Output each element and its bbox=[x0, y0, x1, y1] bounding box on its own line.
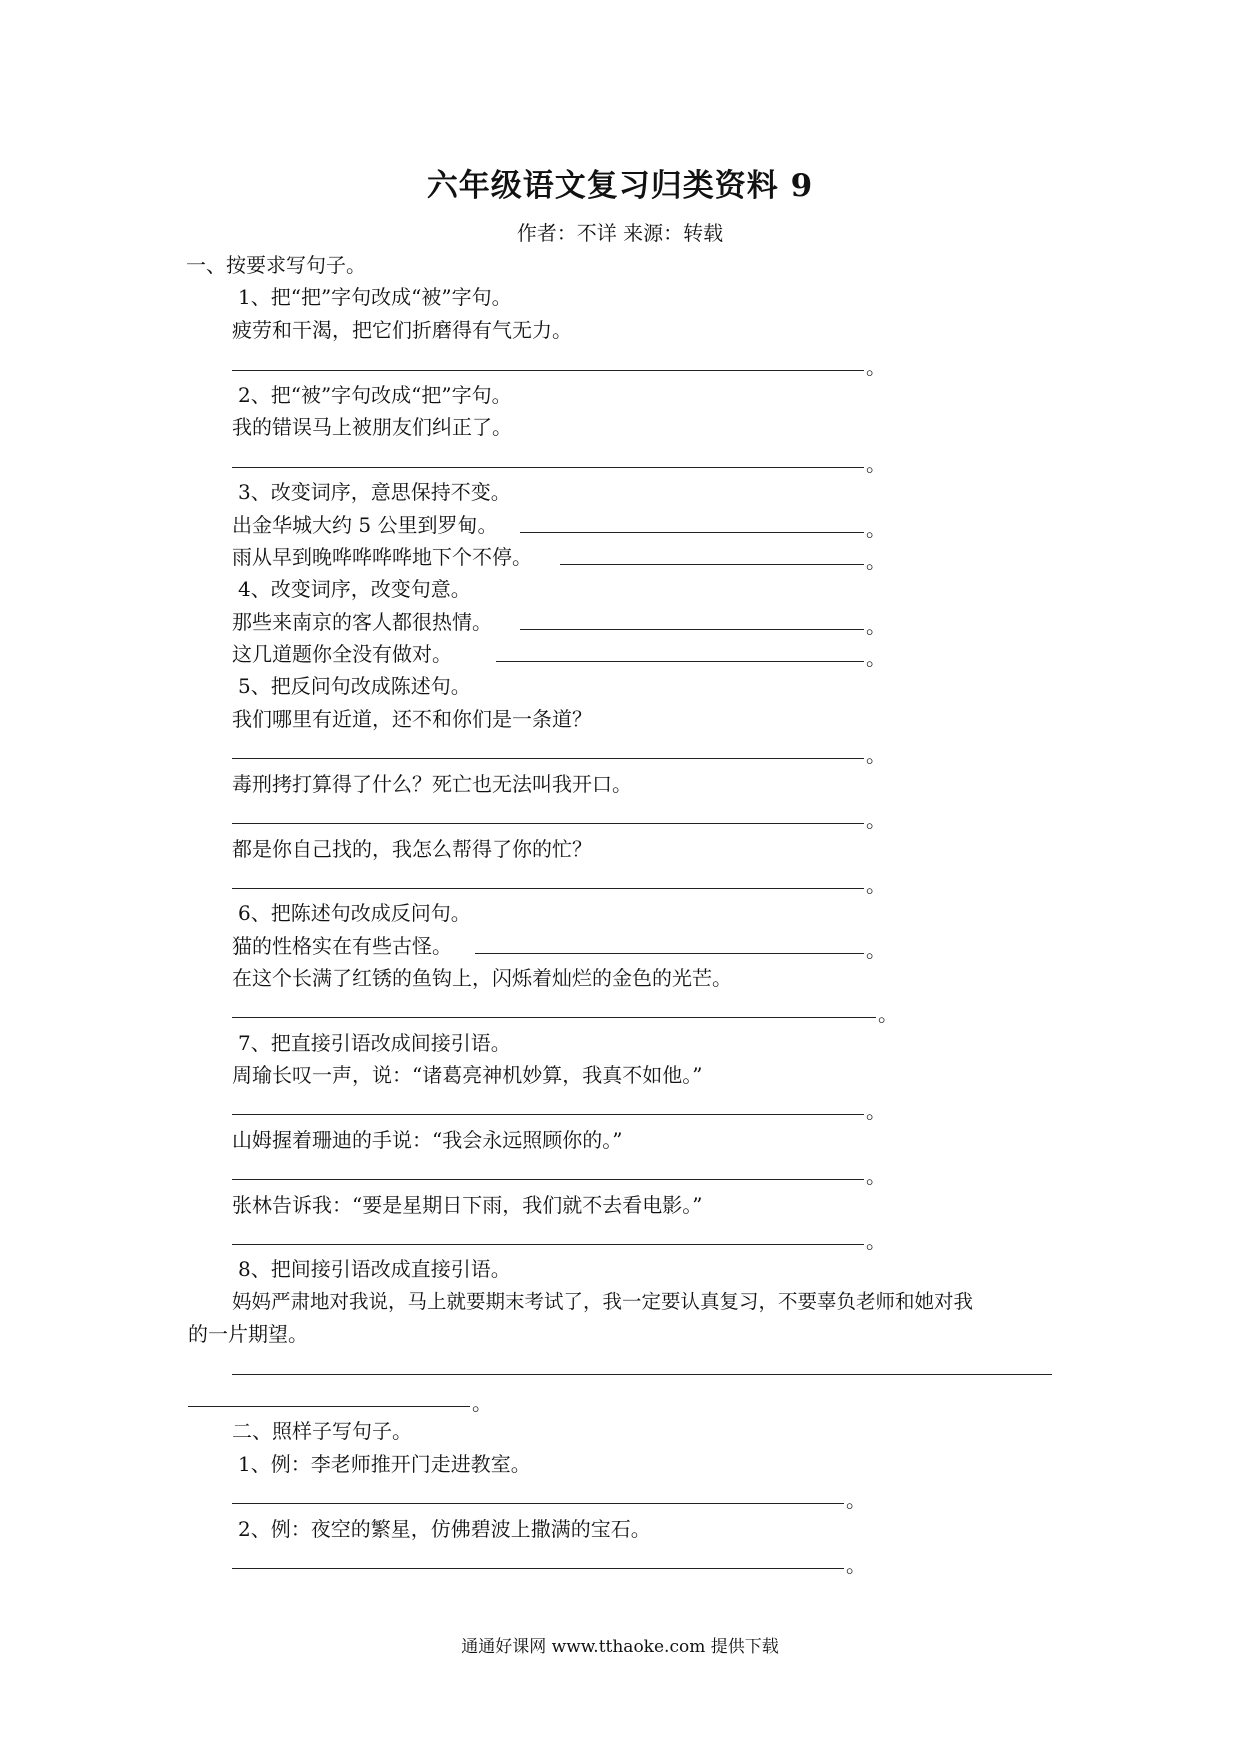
author-source-line: 作者：不详 来源：转载 bbox=[516, 221, 724, 245]
q2-instruction: 2、把“被”字句改成“把”字句。 bbox=[238, 383, 512, 407]
q3-instruction: 3、改变词序，意思保持不变。 bbox=[238, 480, 511, 504]
q5-sentence-1: 我们哪里有近道，还不和你们是一条道？ bbox=[232, 707, 592, 731]
section-2-heading: 二、照样子写句子。 bbox=[232, 1419, 412, 1443]
q4-sentence-1: 那些来南京的客人都很热情。 bbox=[232, 610, 492, 634]
q4-answer-line-2[interactable] bbox=[496, 661, 864, 662]
q7-answer-line-2[interactable] bbox=[232, 1179, 864, 1180]
period-mark: 。 bbox=[866, 873, 886, 897]
period-mark: 。 bbox=[866, 549, 886, 573]
q5-answer-line-3[interactable] bbox=[232, 888, 864, 889]
period-mark: 。 bbox=[866, 743, 886, 767]
q6-sentence-1: 猫的性格实在有些古怪。 bbox=[232, 934, 452, 958]
q2-answer-line[interactable] bbox=[232, 467, 864, 468]
page-title: 六年级语文复习归类资料 9 bbox=[426, 168, 814, 204]
footer-download-note: 通通好课网 www.tthaoke.com 提供下载 bbox=[461, 1637, 779, 1657]
q7-instruction: 7、把直接引语改成间接引语。 bbox=[238, 1031, 511, 1055]
period-mark: 。 bbox=[866, 1164, 886, 1188]
s2-q2-example: 2、例：夜空的繁星，仿佛碧波上撒满的宝石。 bbox=[238, 1517, 651, 1541]
period-mark: 。 bbox=[866, 938, 886, 962]
q6-instruction: 6、把陈述句改成反问句。 bbox=[238, 901, 471, 925]
q1-sentence: 疲劳和干渴，把它们折磨得有气无力。 bbox=[232, 318, 572, 342]
section-1-heading: 一、按要求写句子。 bbox=[186, 253, 366, 277]
period-mark: 。 bbox=[846, 1488, 866, 1512]
s2-q1-answer-line[interactable] bbox=[232, 1503, 844, 1504]
q4-instruction: 4、改变词序，改变句意。 bbox=[238, 577, 471, 601]
period-mark: 。 bbox=[866, 452, 886, 476]
period-mark: 。 bbox=[866, 614, 886, 638]
q5-instruction: 5、把反问句改成陈述句。 bbox=[238, 674, 471, 698]
q8-sentence-line-2: 的一片期望。 bbox=[188, 1322, 308, 1346]
q5-answer-line-1[interactable] bbox=[232, 758, 864, 759]
period-mark: 。 bbox=[866, 1099, 886, 1123]
q6-answer-line-2[interactable] bbox=[232, 1017, 876, 1018]
s2-q1-example: 1、例：李老师推开门走进教室。 bbox=[238, 1452, 531, 1476]
period-mark: 。 bbox=[866, 808, 886, 832]
q6-sentence-2: 在这个长满了红锈的鱼钩上，闪烁着灿烂的金色的光芒。 bbox=[232, 966, 732, 990]
period-mark: 。 bbox=[866, 1229, 886, 1253]
q3-sentence-2: 雨从早到晚哗哗哗哗地下个不停。 bbox=[232, 545, 532, 569]
q8-answer-line-2[interactable] bbox=[188, 1406, 470, 1407]
q1-answer-line[interactable] bbox=[232, 370, 864, 371]
q7-answer-line-3[interactable] bbox=[232, 1244, 864, 1245]
q3-answer-line-2[interactable] bbox=[560, 564, 864, 565]
q1-instruction: 1、把“把”字句改成“被”字句。 bbox=[238, 285, 512, 309]
q8-answer-line-1[interactable] bbox=[232, 1374, 1052, 1375]
q5-sentence-2: 毒刑拷打算得了什么？死亡也无法叫我开口。 bbox=[232, 772, 632, 796]
period-mark: 。 bbox=[472, 1391, 492, 1415]
period-mark: 。 bbox=[846, 1553, 866, 1577]
q3-answer-line-1[interactable] bbox=[520, 532, 864, 533]
q7-sentence-1: 周瑜长叹一声，说：“诸葛亮神机妙算，我真不如他。” bbox=[232, 1063, 703, 1087]
q4-answer-line-1[interactable] bbox=[520, 629, 864, 630]
period-mark: 。 bbox=[866, 517, 886, 541]
q8-sentence-line-1: 妈妈严肃地对我说，马上就要期末考试了，我一定要认真复习，不要辜负老师和她对我 bbox=[232, 1290, 974, 1313]
q7-sentence-2: 山姆握着珊迪的手说：“我会永远照顾你的。” bbox=[232, 1128, 623, 1152]
q5-answer-line-2[interactable] bbox=[232, 823, 864, 824]
q4-sentence-2: 这几道题你全没有做对。 bbox=[232, 642, 452, 666]
s2-q2-answer-line[interactable] bbox=[232, 1568, 844, 1569]
q6-answer-line-1[interactable] bbox=[475, 953, 864, 954]
q7-answer-line-1[interactable] bbox=[232, 1114, 864, 1115]
q7-sentence-3: 张林告诉我：“要是星期日下雨，我们就不去看电影。” bbox=[232, 1193, 703, 1217]
period-mark: 。 bbox=[866, 646, 886, 670]
q8-instruction: 8、把间接引语改成直接引语。 bbox=[238, 1257, 511, 1281]
period-mark: 。 bbox=[866, 355, 886, 379]
period-mark: 。 bbox=[878, 1002, 898, 1026]
q2-sentence: 我的错误马上被朋友们纠正了。 bbox=[232, 415, 512, 439]
q3-sentence-1: 出金华城大约 5 公里到罗甸。 bbox=[232, 513, 498, 537]
q5-sentence-3: 都是你自己找的，我怎么帮得了你的忙？ bbox=[232, 837, 592, 861]
